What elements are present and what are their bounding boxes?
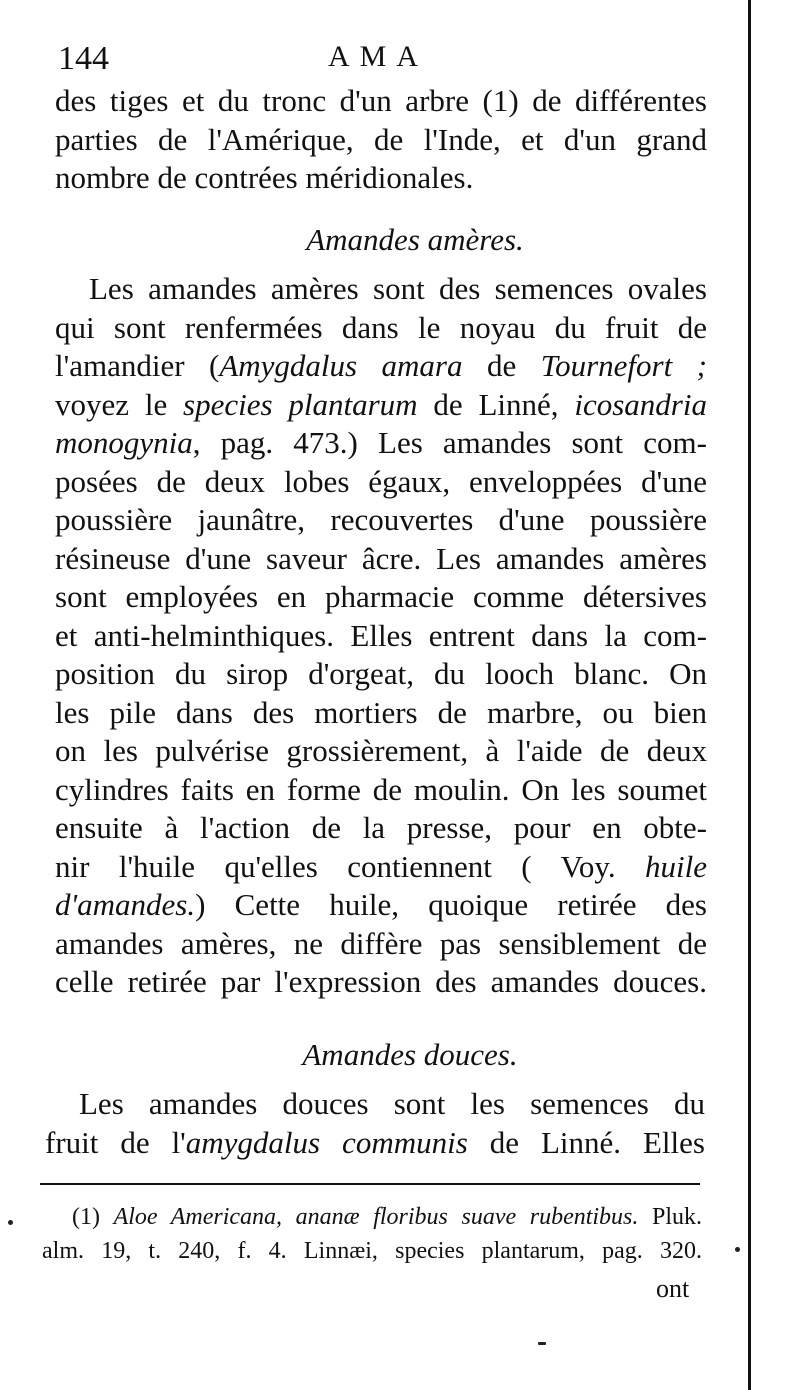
page-edge-rule [748,0,751,1390]
catchword: ont [656,1274,690,1303]
footnote-line: alm. 19, t. 240, f. 4. Linnæi, species plantarum, pag. 320. [42,1238,702,1264]
text-line: résineuse d'une saveur âcre. Les amandes amères [55,540,707,576]
text-line: on les pulvérise grossièrement, à l'aide de deux [55,733,707,768]
footnote-line [42,1200,702,1234]
text-line: qui sont renfermées dans le noyau du fruit de [55,309,707,345]
section-heading-amandes-ameres: Amandes amères. [306,222,524,257]
text-line [55,848,707,887]
running-title: AMA [328,40,429,73]
text-span: de Linné, [417,386,575,422]
text-line [55,347,707,386]
page-number: 144 [58,40,109,77]
italic-span: Tournefort ; [540,348,707,383]
speck-mark [8,1220,13,1225]
italic-span: huile [645,848,707,884]
text-line: sont employées en pharmacie comme détersives [55,579,707,614]
text-line [55,386,707,425]
paragraph-amandes-ameres [55,270,707,1002]
text-span: Pluk. [638,1204,703,1230]
footnote [42,1200,702,1268]
text-span: (1) [72,1204,114,1230]
text-line: et anti-helminthiques. Elles entrent dans la com- [55,617,707,653]
italic-span: species plantarum [183,386,418,422]
text-line: des tiges et du tronc d'un arbre (1) de différentes [55,83,707,118]
text-span: ) Cette huile, quoique retirée des [195,887,707,922]
italic-span: monogynia [55,425,193,460]
text-span: l'amandier ( [55,348,220,383]
text-span: fruit de l' [45,1124,186,1160]
text-line: Les amandes amères sont des semences ovales [89,271,707,306]
text-line [55,424,707,463]
text-line: celle retirée par l'expression des amandes douces. [55,964,707,999]
speck-mark [735,1247,740,1252]
text-span: de [462,348,541,383]
text-line: posées de deux lobes égaux, enveloppées d'une [55,463,707,499]
paragraph-amandes-douces [45,1085,705,1162]
italic-span: icosandria [574,386,707,422]
text-line: Les amandes douces sont les semences du [79,1086,705,1121]
text-line: poussière jaunâtre, recouvertes d'une poussière [55,502,707,537]
italic-span: d'amandes. [55,887,196,922]
text-span: de Linné. Elles [467,1124,705,1160]
text-span: nir l'huile qu'elles contiennent ( Voy. [55,848,645,884]
text-span: voyez le [55,386,184,422]
text-line: cylindres faits en forme de moulin. On les soumet [55,771,707,807]
text-line: parties de l'Amérique, de l'Inde, et d'un grand [55,121,707,157]
text-span: , pag. 473.) Les amandes sont com- [192,425,707,460]
text-line: position du sirop d'orgeat, du looch blanc. On [55,656,707,691]
page-header [58,40,718,80]
italic-span: amygdalus communis [185,1124,468,1160]
text-line [55,886,707,925]
text-line: ensuite à l'action de la presse, pour en obte- [55,810,707,845]
text-line [45,1124,705,1163]
text-line: nombre de contrées méridionales. [55,160,474,195]
section-heading-amandes-douces: Amandes douces. [302,1037,518,1072]
italic-span: Amygdalus amara [219,348,463,383]
text-line: amandes amères, ne diffère pas sensiblement de [55,925,707,961]
footnote-rule [40,1183,700,1185]
paragraph-continuation [55,82,707,198]
italic-span: Aloe Americana, ananæ floribus suave rubentibus. [113,1204,639,1230]
speck-mark [538,1342,546,1345]
text-line: les pile dans des mortiers de marbre, ou bien [55,694,707,730]
